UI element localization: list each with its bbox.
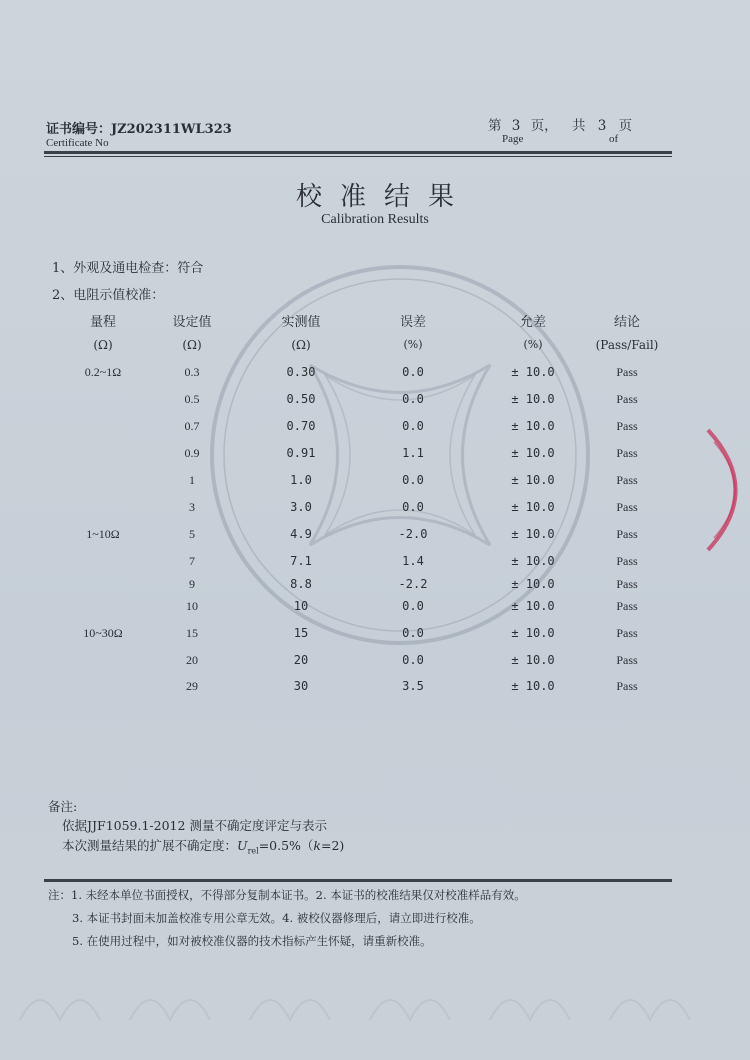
table-cell-error: 0.0	[402, 599, 424, 613]
header-rule	[44, 151, 672, 154]
remarks-label: 备注:	[48, 799, 78, 814]
table-cell-tolerance: ± 10.0	[511, 446, 555, 460]
table-cell-tolerance: ± 10.0	[511, 653, 555, 667]
col-unit-set: (Ω)	[182, 338, 202, 352]
table-cell-tolerance: ± 10.0	[511, 392, 555, 406]
table-cell-result: Pass	[616, 365, 638, 379]
table-cell-set: 7	[189, 554, 195, 568]
col-header-error: 误差	[399, 315, 426, 330]
table-cell-set: 10	[186, 599, 198, 613]
table-cell-error: -2.0	[398, 527, 428, 541]
red-stamp-edge	[688, 420, 750, 560]
section-resistance-calibration: 2、电阻示值校准：	[52, 288, 165, 303]
table-cell-measured: 0.91	[286, 446, 316, 460]
coverage-factor-symbol: k	[313, 838, 321, 853]
table-cell-result: Pass	[616, 653, 638, 667]
certificate-number-value: JZ202311WL323	[111, 122, 232, 137]
certificate-label-en: Certificate No	[46, 137, 109, 149]
header-rule-thin	[44, 156, 672, 157]
page-total: 3	[597, 118, 607, 134]
table-cell-range: 10~30Ω	[83, 626, 123, 640]
page-title: 校准结果	[295, 182, 472, 212]
page-current: 3	[511, 118, 521, 134]
table-cell-result: Pass	[616, 554, 638, 568]
table-cell-tolerance: ± 10.0	[511, 626, 555, 640]
table-cell-error: 0.0	[402, 653, 424, 667]
page-label-en: Page	[502, 133, 524, 145]
table-cell-result: Pass	[616, 577, 638, 591]
table-cell-set: 0.7	[184, 419, 200, 433]
table-cell-range: 1~10Ω	[86, 527, 120, 541]
remarks-uncertainty: 本次测量结果的扩展不确定度：$U_{rel}=0.5\%(k=2)$	[62, 838, 345, 856]
note-line-1: 注：1. 未经本单位书面授权，不得部分复制本证书。2. 本证书的校准结果仅对校准样品有效。	[48, 888, 526, 902]
table-cell-tolerance: ± 10.0	[511, 365, 555, 379]
certificate-label: 证书编号：	[46, 122, 112, 137]
table-cell-tolerance: ± 10.0	[511, 500, 555, 514]
table-cell-tolerance: ± 10.0	[511, 527, 555, 541]
table-cell-error: 3.5	[402, 679, 424, 693]
table-cell-tolerance: ± 10.0	[511, 554, 555, 568]
table-cell-set: 0.9	[184, 446, 200, 460]
table-cell-range: 0.2~1Ω	[84, 365, 122, 379]
table-cell-set: 20	[186, 653, 198, 667]
table-cell-measured: 0.30	[286, 365, 316, 379]
table-cell-result: Pass	[616, 599, 638, 613]
table-cell-error: 1.1	[402, 446, 424, 460]
table-cell-error: 1.4	[402, 554, 424, 568]
table-cell-result: Pass	[616, 527, 638, 541]
table-cell-error: 0.0	[402, 626, 424, 640]
table-cell-measured: 15	[293, 626, 309, 640]
of-label-en: of	[609, 133, 619, 145]
col-header-measured: 实测值	[281, 315, 321, 330]
table-cell-set: 29	[186, 679, 198, 693]
table-cell-set: 0.3	[184, 365, 200, 379]
col-unit-range: (Ω)	[93, 338, 113, 352]
col-unit-measured: (Ω)	[291, 338, 311, 352]
table-cell-result: Pass	[616, 500, 638, 514]
table-cell-result: Pass	[616, 679, 638, 693]
table-cell-tolerance: ± 10.0	[511, 577, 555, 591]
table-cell-result: Pass	[616, 392, 638, 406]
table-cell-measured: 8.8	[290, 577, 312, 591]
table-cell-result: Pass	[616, 446, 638, 460]
table-cell-measured: 0.70	[286, 419, 316, 433]
table-cell-measured: 3.0	[290, 500, 312, 514]
table-cell-error: 0.0	[402, 419, 424, 433]
col-header-set: 设定值	[172, 315, 212, 330]
uncertainty-symbol: U	[237, 838, 248, 853]
table-cell-measured: 0.50	[286, 392, 316, 406]
table-cell-measured: 20	[293, 653, 309, 667]
table-cell-tolerance: ± 10.0	[511, 473, 555, 487]
table-cell-error: -2.2	[398, 577, 428, 591]
table-cell-set: 15	[186, 626, 198, 640]
page-title-en: Calibration Results	[321, 212, 429, 227]
footer-rule	[44, 879, 672, 882]
certificate-number	[46, 118, 232, 137]
table-cell-set: 0.5	[184, 392, 200, 406]
table-cell-measured: 1.0	[290, 473, 312, 487]
table-cell-set: 3	[189, 500, 195, 514]
table-cell-tolerance: ± 10.0	[511, 599, 555, 613]
table-cell-error: 0.0	[402, 392, 424, 406]
table-cell-error: 0.0	[402, 500, 424, 514]
remarks-standard: 依据JJF1059.1-2012 测量不确定度评定与表示	[62, 818, 327, 833]
table-cell-result: Pass	[616, 473, 638, 487]
table-cell-error: 0.0	[402, 365, 424, 379]
table-cell-set: 9	[189, 577, 195, 591]
table-cell-set: 5	[189, 527, 195, 541]
page-indicator: 第 3 页， 共 3 页	[488, 118, 633, 134]
col-header-tolerance: 允差	[519, 315, 546, 330]
security-pattern-watermark	[0, 960, 750, 1050]
table-cell-tolerance: ± 10.0	[511, 679, 555, 693]
table-cell-measured: 10	[293, 599, 309, 613]
table-cell-set: 1	[189, 473, 195, 487]
table-cell-measured: 7.1	[290, 554, 312, 568]
table-cell-error: 0.0	[402, 473, 424, 487]
col-header-result: 结论	[613, 315, 640, 330]
section-appearance-check: 1、外观及通电检查：符合	[52, 261, 204, 276]
note-line-3: 5. 在使用过程中，如对被校准仪器的技术指标产生怀疑，请重新校准。	[72, 934, 432, 948]
note-line-2: 3. 本证书封面未加盖校准专用公章无效。4. 被校仪器修理后，请立即进行校准。	[72, 911, 481, 925]
table-cell-result: Pass	[616, 419, 638, 433]
table-cell-tolerance: ± 10.0	[511, 419, 555, 433]
col-unit-tolerance: (%)	[523, 338, 543, 351]
table-cell-result: Pass	[616, 626, 638, 640]
col-unit-result: (Pass/Fail)	[595, 338, 659, 352]
col-header-range: 量程	[89, 315, 116, 330]
table-cell-measured: 4.9	[290, 527, 312, 541]
col-unit-error: (%)	[403, 338, 423, 351]
table-cell-measured: 30	[293, 679, 309, 693]
